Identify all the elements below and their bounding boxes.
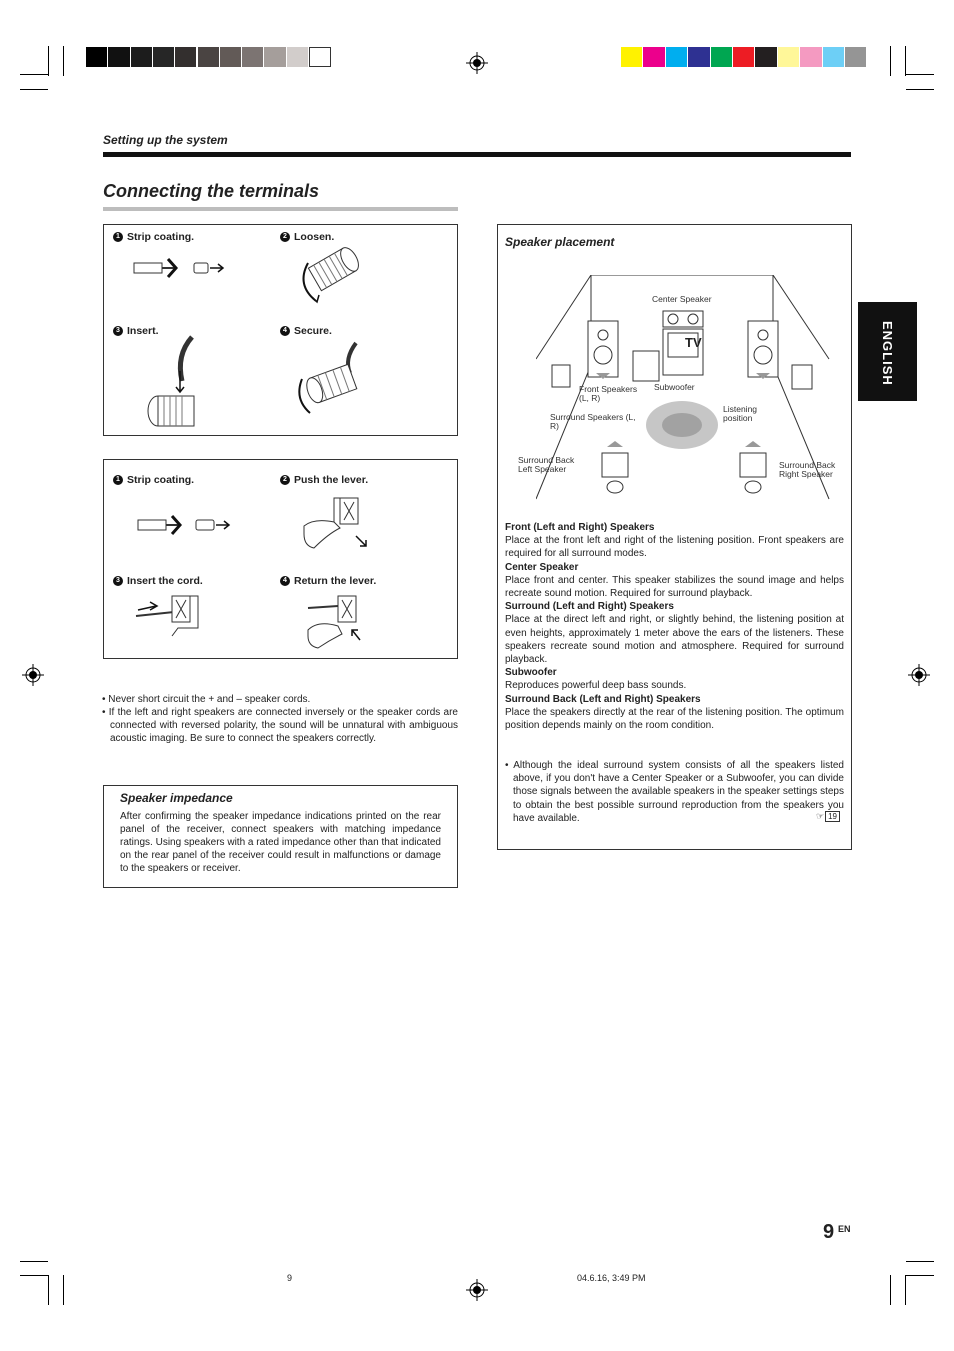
crop-mark [906,1275,934,1276]
page-reference [816,811,840,822]
surround-back-left-label: Surround Back Left Speaker [518,455,575,474]
description-text: Place the speakers directly at the rear of the listening position. The optimum position depends mainly on the room condition. [505,706,844,732]
speaker-descriptions [505,521,844,732]
surround-back-right-label: Surround Back Right Speaker [779,460,836,479]
surround-speakers-label: Surround Speakers (L, R) [550,412,636,431]
footer-timestamp: 04.6.16, 3:49 PM [577,1273,646,1283]
crop-mark [905,46,906,76]
footer-page: 9 [287,1273,293,1283]
crop-mark [890,1275,891,1305]
color-swatch [733,47,755,67]
description-text: Place at the front left and right of the listening position. Front speakers are required for all surround modes. [505,535,844,560]
screw-terminal-box [103,224,458,436]
listening-position-label: Listening position [723,404,758,423]
description-heading: Front (Left and Right) Speakers [505,522,655,533]
crop-mark [906,89,934,90]
color-swatch [711,47,733,67]
description-text: Place at the direct left and right, or slightly behind, the listening position at even heights, approximately 1 meter above the ears of the listeners. These speakers recreate sound motion and atmosphere. Required for surround playback. [505,614,844,666]
screw-step-1: 1 Strip coating. [113,231,194,243]
lever-push-illustration [300,494,370,556]
crop-mark [20,74,48,75]
crop-mark [20,89,48,90]
section-rule [103,152,851,157]
color-swatch [621,47,643,67]
registration-target-icon [22,664,44,686]
description-text: Place front and center. This speaker stabilizes the sound image and helps recreate sound motion. Required for surround playback. [505,574,844,600]
speaker-impedance-box [103,785,458,888]
center-speaker-label: Center Speaker [652,294,712,304]
speaker-placement-box [497,224,852,850]
crop-mark [20,1275,48,1276]
crop-mark [890,46,891,76]
color-swatch [823,47,845,67]
screw-step-3: 3 Insert. [113,325,159,337]
color-swatch [666,47,688,67]
color-swatch [264,47,286,67]
terminal-loosen-illustration [292,239,372,307]
color-swatch [153,47,175,67]
registration-target-icon [466,1279,488,1301]
wire-strip-illustration [136,512,231,538]
screw-step-4: 4 Secure. [280,325,332,337]
color-swatch [175,47,197,67]
crop-mark [906,1261,934,1262]
color-swatch [755,47,777,67]
page-number: 9 [823,1221,835,1243]
description-text: Reproduces powerful deep bass sounds. [505,680,687,692]
wire-strip-illustration [132,255,227,281]
lever-step-1: 1 Strip coating. [113,474,194,486]
reference-arrow-icon: ☞ [816,811,825,821]
registration-target-icon [908,664,930,686]
lever-return-illustration [304,590,374,652]
description-heading: Center Speaker [505,561,579,573]
color-swatch [778,47,800,67]
crop-mark [63,1275,64,1305]
color-swatch [86,47,108,67]
page-language-suffix: EN [838,1224,851,1234]
description-heading: Surround Back (Left and Right) Speakers [505,693,701,705]
crop-mark [63,46,64,76]
crop-mark [48,1275,49,1305]
crop-mark [20,1261,48,1262]
language-tab-label: ENGLISH [880,321,895,386]
page-title: Connecting the terminals [103,181,320,201]
crop-mark [906,74,934,75]
color-swatch [242,47,264,67]
lever-step-4: 4 Return the lever. [280,575,376,587]
color-swatch [800,47,822,67]
lever-step-2: 2 Push the lever. [280,474,368,486]
crop-mark [905,1275,906,1305]
list-item: • If the left and right speakers are connected inversely or the speaker cords are connected with reversed polarity, the sound will be unnatural with ambiguous acoustic imaging. Be sure to connect the speakers correctly. [102,707,458,744]
color-swatch [198,47,220,67]
description-heading: Surround (Left and Right) Speakers [505,601,674,613]
description-heading: Subwoofer [505,667,557,679]
reference-page-box: 19 [825,811,840,822]
language-tab [858,302,917,401]
color-swatch [845,47,867,67]
cord-insert-illustration [134,592,214,642]
front-speakers-label: Front Speakers (L, R) [579,384,638,403]
crop-mark [48,46,49,76]
color-swatch [643,47,665,67]
color-swatch [688,47,710,67]
screw-step-2: 2 Loosen. [280,231,334,243]
registration-target-icon [466,52,488,74]
list-item: • Never short circuit the + and – speaker cords. [102,694,311,705]
title-underline [103,207,458,211]
caution-list [102,693,458,745]
impedance-body: After confirming the speaker impedance indications printed on the rear panel of the receiver, connect speakers with matching impedance ratings. Using speakers with a rated impedance other than that indicated on the rear panel of the receiver could result in malfunctions or damage to the speakers or receiver. [120,811,441,874]
surround-note: • Although the ideal surround system consists of all the speakers listed above, if you don't have a Center Speaker or a Subwoofer, you can divide those signals between the available speakers in the speaker settings steps to obtain the best possible surround reproduction from the speakers you have available. [505,760,844,824]
subwoofer-label: Subwoofer [654,382,695,392]
color-swatch [108,47,130,67]
tv-label: TV [685,335,702,350]
impedance-title: Speaker impedance [120,791,233,805]
section-label: Setting up the system [103,133,228,147]
terminal-secure-illustration [292,339,372,419]
color-swatch [131,47,153,67]
lever-terminal-box [103,459,458,659]
color-swatch [309,47,331,67]
lever-step-3: 3 Insert the cord. [113,575,203,587]
color-swatch [220,47,242,67]
placement-title: Speaker placement [505,235,615,249]
color-swatch [287,47,309,67]
wire-insert-illustration [144,333,204,429]
